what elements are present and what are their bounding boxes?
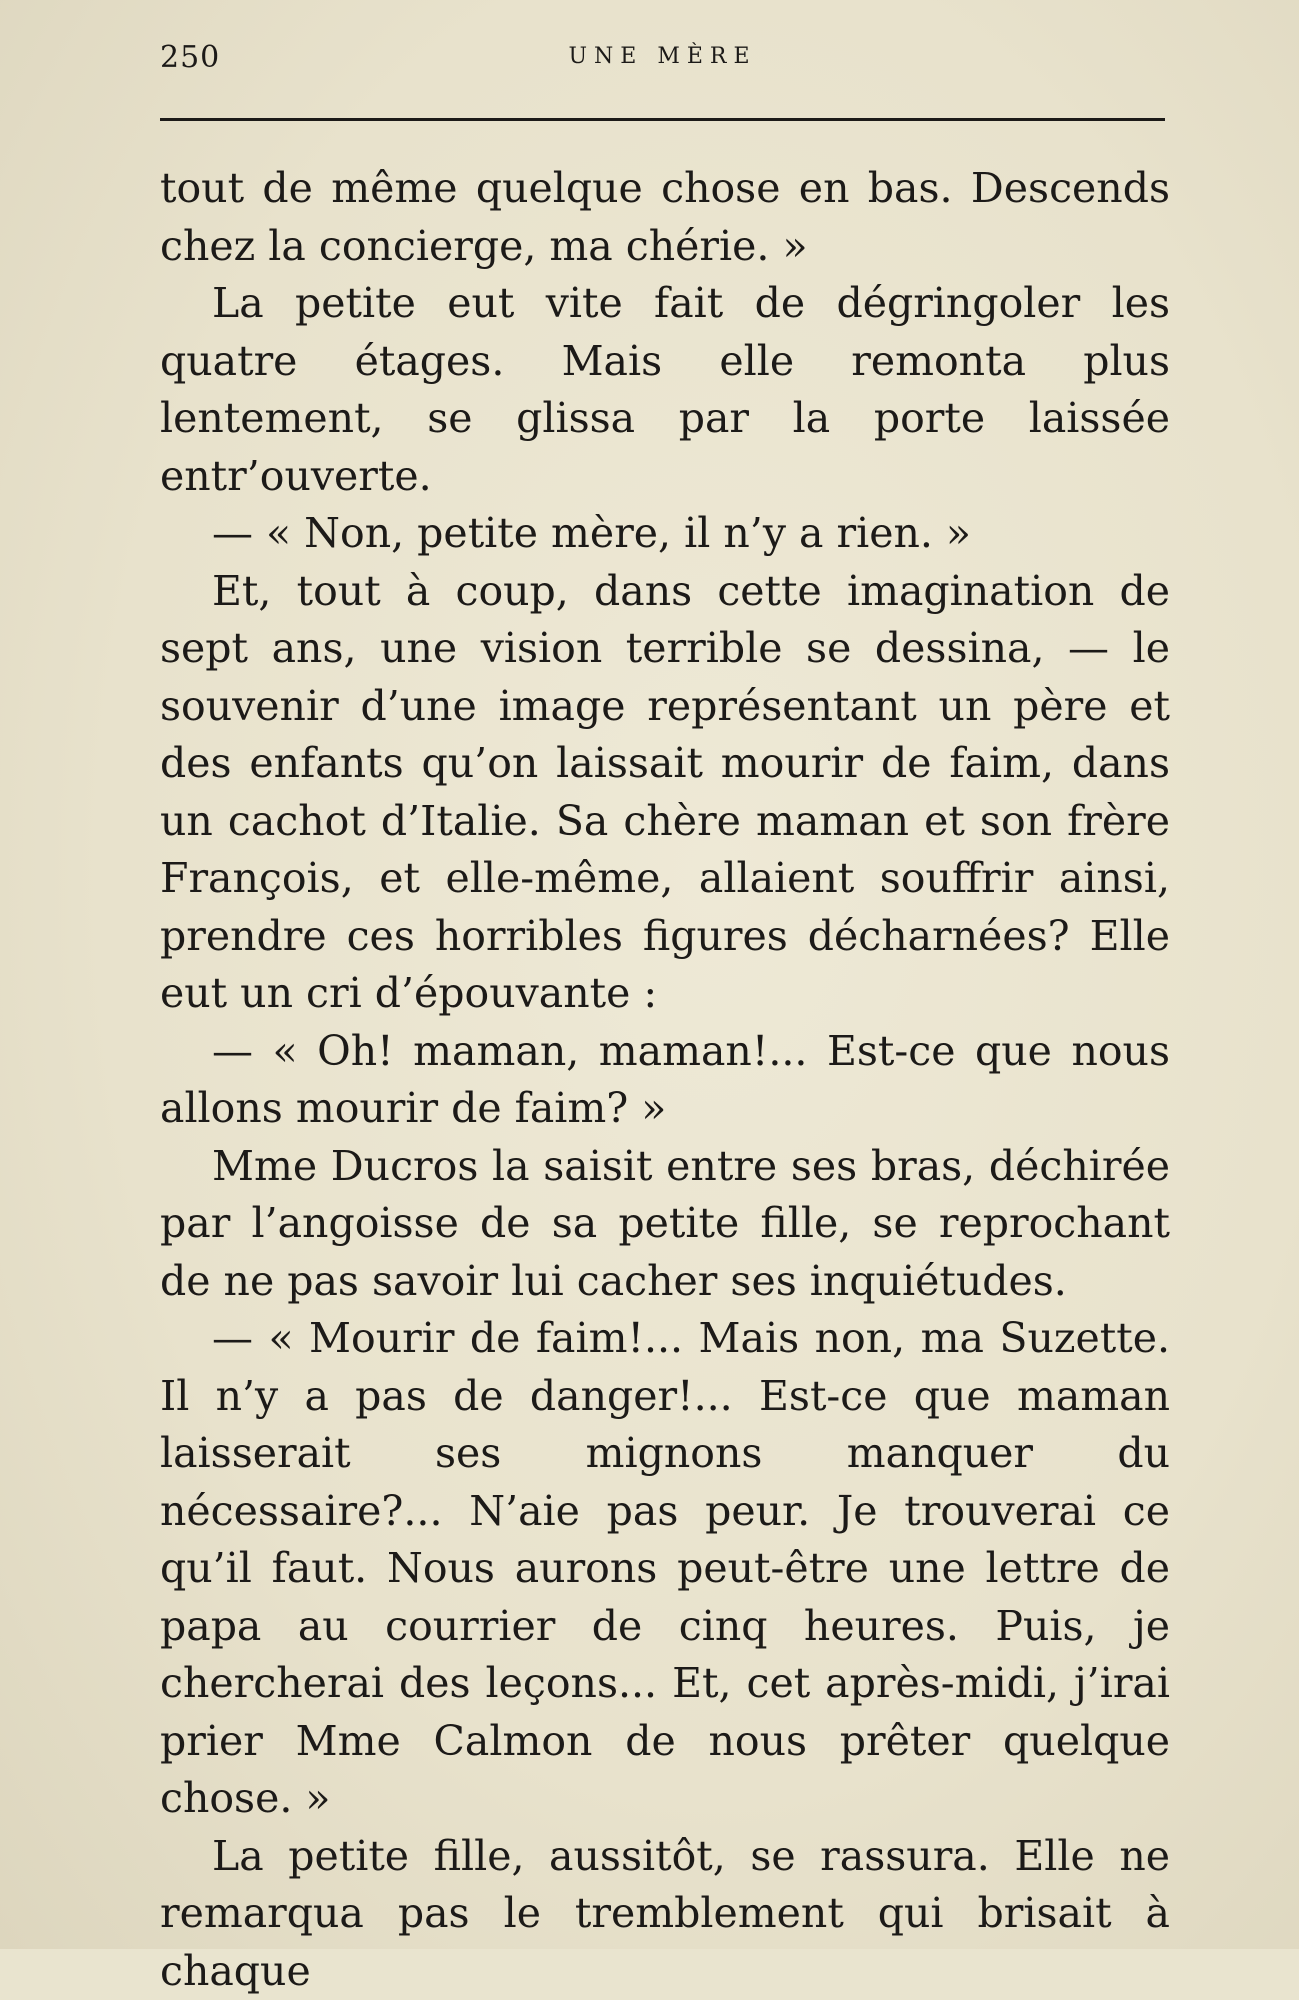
running-head — [160, 40, 1165, 84]
header-rule — [160, 118, 1165, 121]
paragraph: — « Non, petite mère, il n’y a rien. » — [160, 505, 1170, 563]
paragraph: tout de même quelque chose en bas. Descends chez la concierge, ma chérie. » — [160, 160, 1170, 275]
paragraph: — « Mourir de faim!... Mais non, ma Suzette. Il n’y a pas de danger!... Est-ce que maman laisserait ses mignons manquer du nécessaire?... N’aie pas peur. Je trouverai ce qu’il faut. Nous aurons peut-être une lettre de papa au courrier de cinq heures. Puis, je chercherai des leçons... Et, cet après-midi, j’irai prier Mme Calmon de nous prêter quelque chose. » — [160, 1310, 1170, 1828]
paragraph: — « Oh! maman, maman!... Est-ce que nous allons mourir de faim? » — [160, 1023, 1170, 1138]
paragraph: La petite fille, aussitôt, se rassura. Elle ne remarqua pas le tremblement qui brisait à chaque — [160, 1828, 1170, 2000]
running-title: UNE MÈRE — [160, 44, 1165, 69]
paragraph: La petite eut vite fait de dégringoler les quatre étages. Mais elle remonta plus lentement, se glissa par la porte laissée entr’ouverte. — [160, 275, 1170, 505]
page-number: 250 — [160, 40, 220, 75]
paragraph: Mme Ducros la saisit entre ses bras, déchirée par l’angoisse de sa petite fille, se reprochant de ne pas savoir lui cacher ses inquiétudes. — [160, 1138, 1170, 1311]
paragraph: Et, tout à coup, dans cette imagination de sept ans, une vision terrible se dessina, — le souvenir d’une image représentant un père et des enfants qu’on laissait mourir de faim, dans un cachot d’Italie. Sa chère maman et son frère François, et elle-même, allaient souffrir ainsi, prendre ces horribles figures décharnées? Elle eut un cri d’épouvante : — [160, 563, 1170, 1023]
body-text — [160, 160, 1170, 2000]
